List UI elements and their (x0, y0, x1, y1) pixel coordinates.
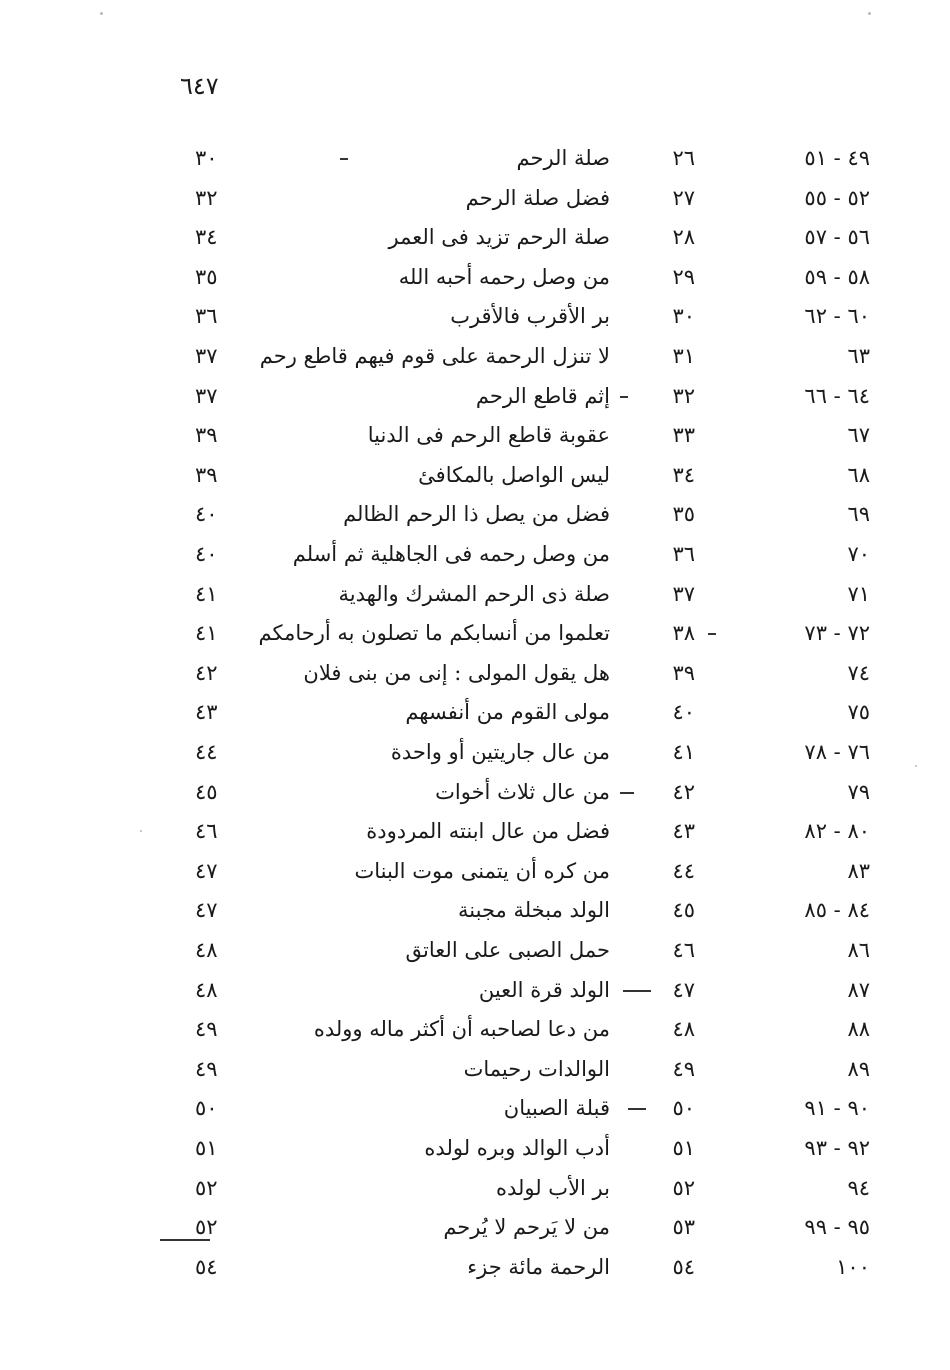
chapter-number: ٣٢ (672, 383, 695, 408)
page-ref: ٣٦ (195, 304, 218, 329)
chapter-title: بر الأب لولده (495, 1175, 610, 1200)
hadith-range: ٩٢ - ٩٣ (804, 1136, 870, 1160)
hadith-range: ٨٨ (847, 1017, 870, 1042)
hadith-range: ٦٠ - ٦٢ (804, 304, 870, 329)
hadith-range: ٥٢ - ٥٥ (804, 185, 870, 210)
chapter-title: فضل من عال ابنته المردودة (366, 819, 610, 844)
page-ref: ٤١ (195, 581, 218, 606)
scan-speck (868, 12, 871, 15)
index-row (0, 932, 950, 972)
page-ref: ٤٣ (195, 700, 218, 725)
chapter-number: ٤٢ (672, 779, 695, 804)
index-row (0, 655, 950, 695)
index-row (0, 298, 950, 338)
chapter-title: ليس الواصل بالمكافئ (418, 462, 610, 487)
pen-mark (623, 990, 651, 992)
chapter-title: مولى القوم من أنفسهم (405, 700, 610, 725)
chapter-title: صلة الرحم (516, 146, 610, 170)
index-row (0, 972, 950, 1012)
hadith-range: ٨٣ (847, 858, 870, 883)
pen-mark (628, 1108, 646, 1110)
page-ref: ٤٩ (195, 1017, 218, 1042)
chapter-title: فضل من يصل ذا الرحم الظالم (343, 502, 610, 527)
chapter-number: ٢٦ (672, 146, 695, 170)
index-row (0, 457, 950, 497)
chapter-number: ٤١ (672, 740, 695, 764)
index-row (0, 219, 950, 259)
chapter-title: فضل صلة الرحم (465, 185, 610, 210)
scan-speck (100, 12, 103, 15)
chapter-number: ٥٠ (672, 1096, 695, 1121)
chapter-number: ٥٣ (672, 1215, 695, 1240)
index-row (0, 536, 950, 576)
index-row (0, 1090, 950, 1130)
page-ref: ٤٢ (195, 660, 218, 685)
hadith-range: ٨٧ (847, 977, 870, 1002)
chapter-title: حمل الصبى على العاتق (405, 938, 610, 962)
chapter-number: ٤٧ (672, 977, 695, 1002)
chapter-title: إثم قاطع الرحم (475, 383, 610, 408)
chapter-title: لا تنزل الرحمة على قوم فيهم قاطع رحم (259, 344, 610, 368)
hadith-range: ٥٨ - ٥٩ (804, 264, 870, 289)
index-row (0, 1249, 950, 1289)
hadith-range: ٦٤ - ٦٦ (804, 383, 870, 408)
hadith-range: ٧٩ (847, 779, 870, 804)
hadith-range: ٨٦ (847, 938, 870, 962)
page-ref: ٤٨ (195, 938, 218, 962)
page-ref: ٣٩ (195, 423, 218, 448)
page-ref: ٤٩ (195, 1056, 218, 1081)
hadith-range: ٧٤ (847, 660, 870, 685)
chapter-number: ٣٩ (672, 660, 695, 685)
hadith-range: ٨٠ - ٨٢ (804, 819, 870, 844)
chapter-title: الوالدات رحيمات (463, 1056, 610, 1081)
index-row (0, 417, 950, 457)
chapter-number: ٣٠ (672, 304, 695, 329)
chapter-number: ٤٥ (672, 898, 695, 923)
chapter-number: ٢٨ (672, 225, 695, 250)
chapter-number: ٣٨ (672, 621, 695, 646)
page-ref: ٣٧ (195, 383, 218, 408)
index-row (0, 1011, 950, 1051)
hadith-range: ٨٩ (847, 1056, 870, 1081)
chapter-number: ٥٢ (672, 1175, 695, 1200)
chapter-number: ٤٤ (672, 858, 695, 883)
chapter-number: ٢٧ (672, 185, 695, 210)
page-ref: ٤٦ (195, 819, 218, 844)
chapter-number: ٤٨ (672, 1017, 695, 1042)
chapter-title: من وصل رحمه أحبه الله (398, 264, 610, 289)
index-row (0, 853, 950, 893)
hadith-range: ٩٤ (847, 1175, 870, 1200)
chapter-title: عقوبة قاطع الرحم فى الدنيا (367, 423, 610, 448)
index-row (0, 1051, 950, 1091)
chapter-title: من عال ثلاث أخوات (435, 779, 610, 804)
page-ref: ٣٤ (195, 225, 218, 250)
index-row (0, 774, 950, 814)
chapter-number: ٤٠ (672, 700, 695, 725)
page-ref: ٥٢ (195, 1175, 218, 1200)
chapter-number: ٥٤ (672, 1254, 695, 1279)
page-ref: ٤٧ (195, 898, 218, 923)
page-ref: ٣٢ (195, 185, 218, 210)
chapter-title: من كره أن يتمنى موت البنات (354, 858, 610, 883)
hadith-range: ٦٣ (847, 344, 870, 368)
pen-mark (620, 792, 634, 794)
hadith-range: ١٠٠ (836, 1254, 870, 1279)
index-row (0, 259, 950, 299)
chapter-title: تعلموا من أنسابكم ما تصلون به أرحامكم (258, 621, 610, 646)
index-row (0, 496, 950, 536)
page-ref: ٣٥ (195, 264, 218, 289)
chapter-title: الولد قرة العين (478, 977, 610, 1002)
index-row (0, 615, 950, 655)
chapter-number: ٣١ (672, 344, 695, 368)
hadith-range: ٧٢ - ٧٣ (804, 621, 870, 646)
index-row (0, 338, 950, 378)
page-ref: ٤٧ (195, 858, 218, 883)
chapter-title: صلة ذى الرحم المشرك والهدية (338, 581, 610, 606)
index-row (0, 734, 950, 774)
chapter-title: بر الأقرب فالأقرب (450, 304, 610, 329)
chapter-title: من وصل رحمه فى الجاهلية ثم أسلم (292, 542, 610, 566)
page-ref: ٤٠ (195, 502, 218, 527)
page-ref: ٣٠ (195, 146, 218, 170)
hadith-range: ٧١ (847, 581, 870, 606)
chapter-number: ٣٤ (672, 462, 695, 487)
index-row (0, 813, 950, 853)
page-ref: ٥٠ (195, 1096, 218, 1121)
chapter-title: الولد مبخلة مجبنة (458, 898, 610, 923)
page-number: ٦٤٧ (180, 72, 219, 100)
chapter-number: ٣٥ (672, 502, 695, 527)
pen-mark (160, 1239, 210, 1241)
page-ref: ٤٨ (195, 977, 218, 1002)
index-row (0, 1209, 950, 1249)
page-ref: ٥٤ (195, 1254, 218, 1279)
chapter-number: ٣٦ (672, 542, 695, 566)
chapter-title: من عال جاريتين أو واحدة (390, 740, 610, 764)
hadith-range: ٨٤ - ٨٥ (804, 898, 870, 923)
chapter-number: ٤٣ (672, 819, 695, 844)
page-ref: ٤٠ (195, 542, 218, 566)
chapter-number: ٤٦ (672, 938, 695, 962)
hadith-range: ٧٦ - ٧٨ (804, 740, 870, 764)
hadith-range: ٦٩ (847, 502, 870, 527)
pen-mark (620, 396, 628, 398)
page-ref: ٥١ (195, 1136, 218, 1160)
page-ref: ٤٥ (195, 779, 218, 804)
page-ref: ٥٢ (195, 1215, 218, 1240)
index-row (0, 1130, 950, 1170)
hadith-range: ٩٥ - ٩٩ (804, 1215, 870, 1240)
page-ref: ٤١ (195, 621, 218, 646)
hadith-range: ٩٠ - ٩١ (804, 1096, 870, 1121)
chapter-number: ٢٩ (672, 264, 695, 289)
index-row (0, 180, 950, 220)
index-row (0, 378, 950, 418)
index-row (0, 576, 950, 616)
chapter-title: من دعا لصاحبه أن أكثر ماله وولده (313, 1017, 610, 1042)
hadith-range: ٦٧ (847, 423, 870, 448)
chapter-number: ٣٣ (672, 423, 695, 448)
chapter-title: هل يقول المولى : إنى من بنى فلان (303, 660, 610, 685)
index-row (0, 892, 950, 932)
pen-mark (340, 158, 348, 160)
index-row (0, 694, 950, 734)
chapter-title: قبلة الصبيان (503, 1096, 610, 1121)
pen-mark (708, 633, 716, 635)
hadith-range: ٥٦ - ٥٧ (804, 225, 870, 250)
page-ref: ٣٧ (195, 344, 218, 368)
hadith-range: ٦٨ (847, 462, 870, 487)
chapter-number: ٥١ (672, 1136, 695, 1160)
index-row (0, 1170, 950, 1210)
index-row (0, 140, 950, 180)
chapter-title: الرحمة مائة جزء (467, 1254, 610, 1279)
hadith-range: ٤٩ - ٥١ (804, 146, 870, 170)
hadith-range: ٧٥ (847, 700, 870, 725)
chapter-number: ٤٩ (672, 1056, 695, 1081)
chapter-title: من لا يَرحم لا يُرحم (443, 1215, 610, 1240)
page-ref: ٣٩ (195, 462, 218, 487)
chapter-title: أدب الوالد وبره لولده (424, 1136, 610, 1160)
page-ref: ٤٤ (195, 740, 218, 764)
hadith-range: ٧٠ (847, 542, 870, 566)
chapter-number: ٣٧ (672, 581, 695, 606)
chapter-title: صلة الرحم تزيد فى العمر (388, 225, 610, 250)
